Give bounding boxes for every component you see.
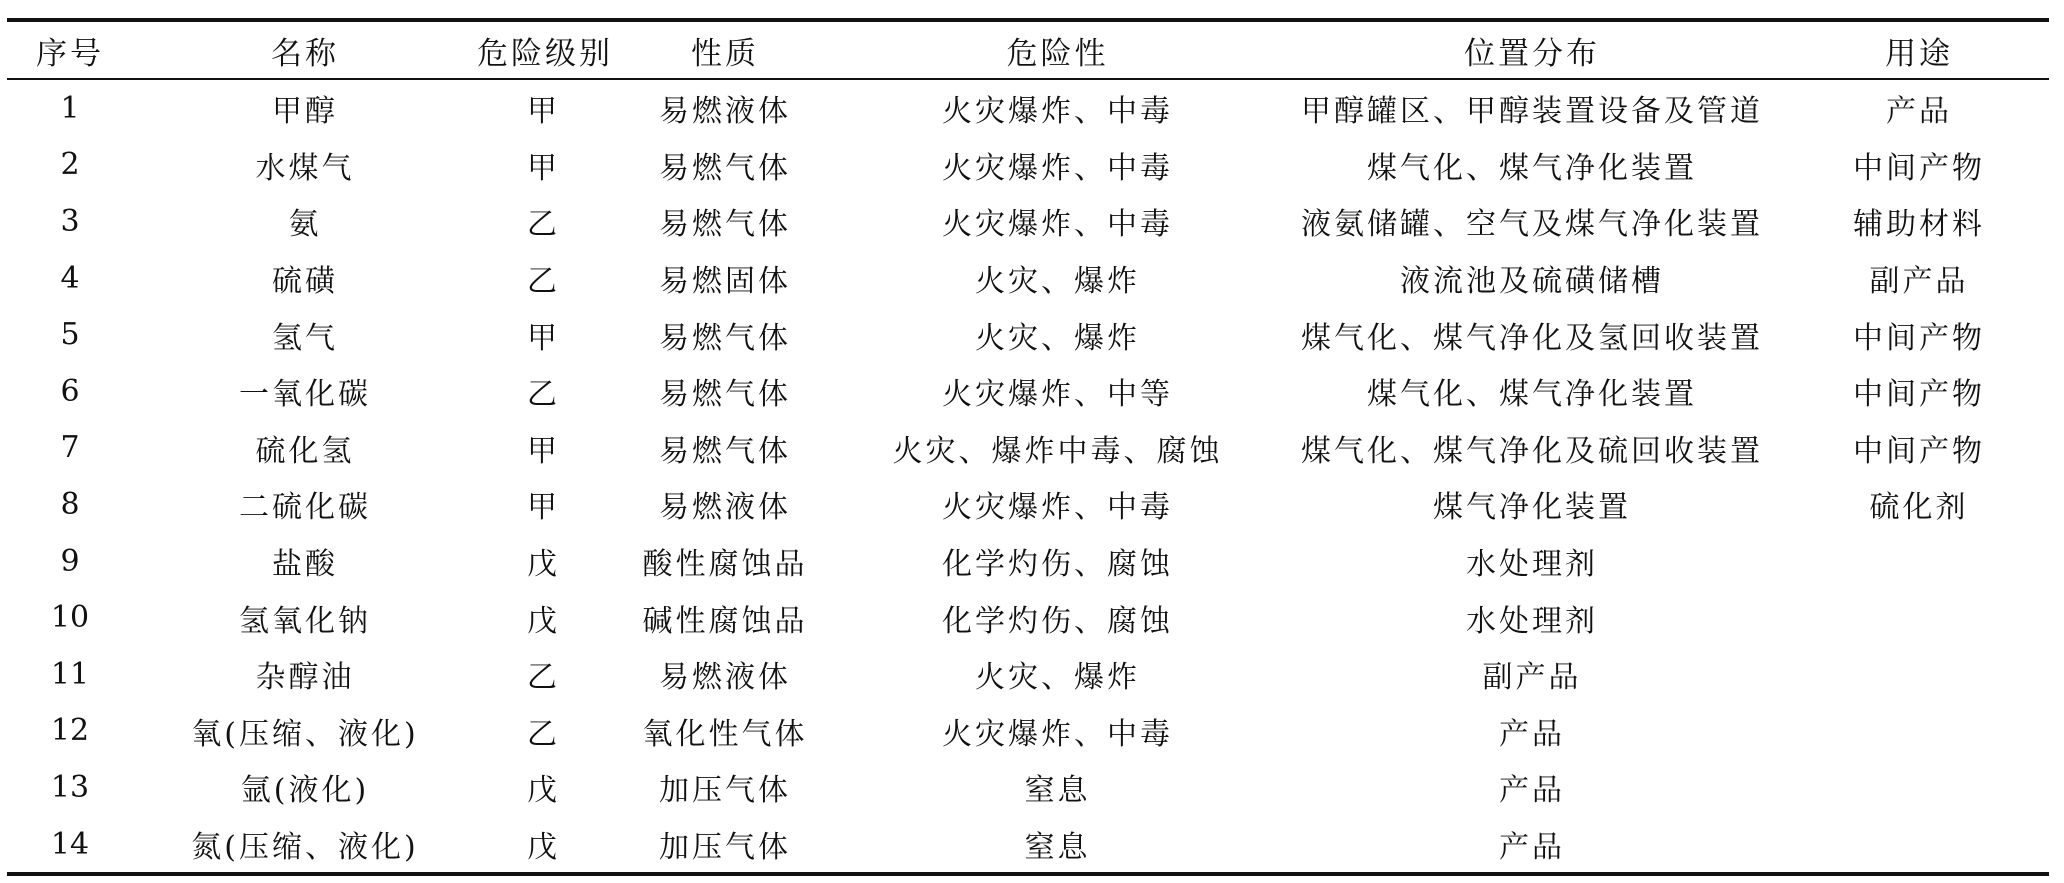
cell-location: 产品: [1499, 830, 1565, 866]
cell-property: 加压气体: [659, 773, 791, 809]
cell-name: 一氧化碳: [239, 377, 371, 413]
cell-use: [1789, 703, 2049, 760]
table-row: [7, 759, 2049, 816]
cell-index: 8: [60, 486, 80, 522]
cell-danger-level: 乙: [527, 716, 560, 752]
cell-index: 3: [60, 203, 80, 239]
cell-property: 酸性腐蚀品: [642, 547, 808, 583]
cell-use: 中间产物: [1853, 433, 1985, 469]
cell-property: 易燃液体: [659, 660, 791, 696]
table-row: [7, 646, 2049, 703]
cell-index: 10: [50, 600, 90, 636]
table-row: [7, 589, 2049, 646]
header-row: [7, 20, 2049, 79]
cell-location: 产品: [1499, 716, 1565, 752]
cell-use: 中间产物: [1853, 377, 1985, 413]
cell-name: 氮(压缩、液化): [191, 830, 419, 866]
cell-property: 加压气体: [659, 830, 791, 866]
cell-use: 产品: [1886, 94, 1952, 130]
cell-location: 煤气净化装置: [1433, 490, 1631, 526]
cell-location: 煤气化、煤气净化及硫回收装置: [1301, 433, 1763, 469]
cell-index: 4: [60, 260, 80, 296]
cell-hazard: 火灾爆炸、中等: [942, 377, 1173, 413]
header-name: 名称: [271, 35, 339, 72]
table-row: [7, 363, 2049, 420]
table-row: [7, 193, 2049, 250]
cell-use: 副产品: [1869, 264, 1969, 300]
cell-index: 9: [60, 543, 80, 579]
cell-hazard: 火灾爆炸、中毒: [942, 94, 1173, 130]
cell-danger-level: 甲: [527, 150, 560, 186]
cell-location: 煤气化、煤气净化及氢回收装置: [1301, 320, 1763, 356]
cell-danger-level: 乙: [527, 264, 560, 300]
cell-name: 硫磺: [272, 264, 338, 300]
cell-location: 水处理剂: [1466, 603, 1598, 639]
cell-index: 2: [60, 147, 80, 183]
table-row: [7, 420, 2049, 477]
cell-name: 氩(液化): [240, 773, 370, 809]
cell-use: [1789, 646, 2049, 703]
cell-location: 水处理剂: [1466, 547, 1598, 583]
cell-name: 氧(压缩、液化): [191, 716, 419, 752]
cell-index: 13: [50, 769, 90, 805]
cell-use: [1789, 533, 2049, 590]
cell-location: 甲醇罐区、甲醇装置设备及管道: [1301, 94, 1763, 130]
cell-danger-level: 戊: [527, 830, 560, 866]
cell-index: 11: [50, 656, 90, 692]
cell-hazard: 火灾、爆炸: [975, 660, 1140, 696]
cell-location: 煤气化、煤气净化装置: [1367, 150, 1697, 186]
cell-property: 易燃固体: [659, 264, 791, 300]
cell-property: 易燃气体: [659, 150, 791, 186]
header-use: 用途: [1885, 35, 1953, 72]
cell-hazard: 化学灼伤、腐蚀: [942, 547, 1173, 583]
cell-danger-level: 乙: [527, 377, 560, 413]
cell-use: 中间产物: [1853, 150, 1985, 186]
cell-name: 二硫化碳: [239, 490, 371, 526]
cell-name: 杂醇油: [255, 660, 355, 696]
cell-danger-level: 甲: [527, 320, 560, 356]
cell-hazard: 窒息: [1024, 830, 1091, 866]
table-row: [7, 79, 2049, 137]
cell-index: 1: [60, 90, 80, 126]
cell-location: 煤气化、煤气净化装置: [1367, 377, 1697, 413]
cell-hazard: 火灾、爆炸: [975, 320, 1140, 356]
cell-location: 产品: [1499, 773, 1565, 809]
cell-name: 硫化氢: [255, 433, 355, 469]
cell-property: 易燃气体: [659, 433, 791, 469]
cell-use: 辅助材料: [1853, 207, 1985, 243]
cell-hazard: 火灾爆炸、中毒: [942, 716, 1173, 752]
cell-property: 易燃液体: [659, 94, 791, 130]
cell-index: 5: [60, 317, 80, 353]
cell-location: 副产品: [1482, 660, 1582, 696]
table-row: [7, 703, 2049, 760]
header-hazard: 危险性: [1006, 35, 1109, 72]
cell-use: 中间产物: [1853, 320, 1985, 356]
cell-location: 液氨储罐、空气及煤气净化装置: [1301, 207, 1763, 243]
table-row: [7, 533, 2049, 590]
cell-index: 12: [50, 713, 90, 749]
cell-name: 氨: [288, 207, 322, 243]
cell-hazard: 火灾、爆炸: [975, 264, 1140, 300]
table-body: [7, 79, 2049, 874]
cell-hazard: 火灾爆炸、中毒: [942, 490, 1173, 526]
cell-name: 水煤气: [255, 150, 355, 186]
hazardous-materials-table: [7, 18, 2049, 876]
cell-property: 碱性腐蚀品: [642, 603, 808, 639]
cell-danger-level: 甲: [527, 433, 560, 469]
cell-hazard: 火灾爆炸、中毒: [942, 207, 1173, 243]
cell-use: [1789, 589, 2049, 646]
cell-index: 14: [50, 826, 90, 862]
cell-hazard: 火灾爆炸、中毒: [942, 150, 1173, 186]
cell-hazard: 火灾、爆炸中毒、腐蚀: [892, 433, 1223, 469]
cell-property: 易燃气体: [659, 207, 791, 243]
table-row: [7, 250, 2049, 307]
table-header: [7, 20, 2049, 79]
cell-name: 甲醇: [272, 94, 338, 130]
cell-use: [1789, 759, 2049, 816]
cell-property: 易燃气体: [659, 320, 791, 356]
header-property: 性质: [691, 35, 759, 72]
cell-name: 氢气: [272, 320, 338, 356]
cell-property: 易燃气体: [659, 377, 791, 413]
table-row: [7, 137, 2049, 194]
table-row: [7, 476, 2049, 533]
cell-index: 6: [60, 373, 80, 409]
table-row: [7, 816, 2049, 875]
header-location: 位置分布: [1464, 35, 1600, 72]
cell-use: [1789, 816, 2049, 875]
cell-use: 硫化剂: [1869, 490, 1969, 526]
cell-name: 盐酸: [272, 547, 338, 583]
hazardous-materials-table-container: [7, 18, 2049, 876]
cell-location: 液流池及硫磺储槽: [1400, 264, 1664, 300]
cell-property: 易燃液体: [659, 490, 791, 526]
cell-danger-level: 乙: [527, 660, 560, 696]
cell-hazard: 窒息: [1024, 773, 1091, 809]
cell-danger-level: 乙: [527, 207, 560, 243]
cell-hazard: 化学灼伤、腐蚀: [942, 603, 1173, 639]
header-index: 序号: [36, 35, 104, 72]
cell-danger-level: 甲: [527, 490, 560, 526]
cell-index: 7: [60, 430, 80, 466]
header-danger-level: 危险级别: [477, 35, 613, 72]
cell-danger-level: 戊: [527, 773, 560, 809]
cell-property: 氧化性气体: [642, 716, 808, 752]
cell-danger-level: 戊: [527, 547, 560, 583]
cell-danger-level: 甲: [527, 94, 560, 130]
cell-name: 氢氧化钠: [239, 603, 371, 639]
table-row: [7, 306, 2049, 363]
cell-danger-level: 戊: [527, 603, 560, 639]
